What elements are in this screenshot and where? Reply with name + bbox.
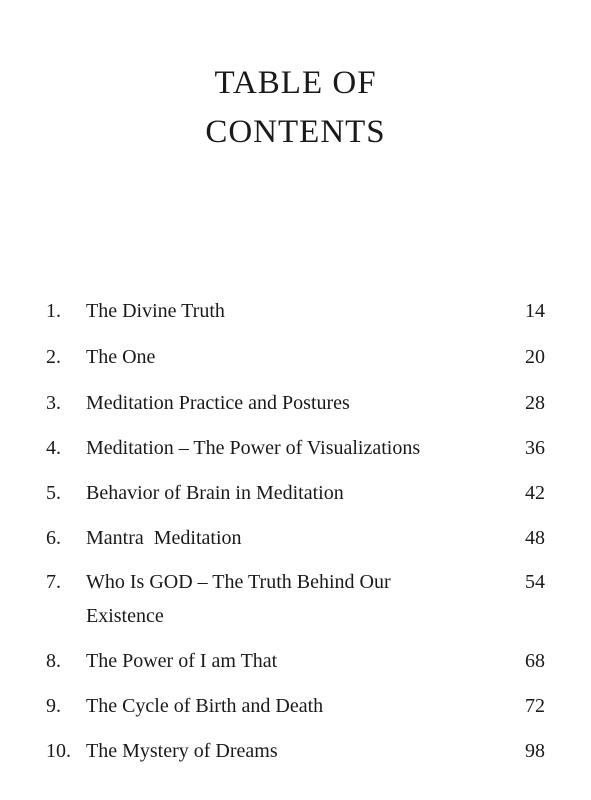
toc-entry-number: 1.	[46, 300, 61, 322]
toc-entry-page: 14	[525, 300, 545, 322]
toc-entry-page: 48	[525, 527, 545, 549]
toc-entry-title: The Cycle of Birth and Death	[86, 695, 324, 717]
toc-entry-number: 7.	[46, 571, 61, 593]
toc-entry-page: 28	[525, 392, 545, 414]
toc-entry-page: 72	[525, 695, 545, 717]
toc-entry-title: The Divine Truth	[86, 300, 225, 322]
toc-heading-line-1: TABLE OF	[214, 65, 377, 101]
toc-entry-page: 20	[525, 346, 545, 368]
toc-entry-number: 2.	[46, 346, 61, 368]
toc-entry-number: 6.	[46, 527, 61, 549]
toc-entry-title: Meditation – The Power of Visualizations	[86, 437, 421, 459]
toc-entry-title: Mantra Meditation	[86, 527, 242, 549]
toc-entry-number: 3.	[46, 392, 61, 414]
toc-entry-number: 9.	[46, 695, 61, 717]
toc-entry-number: 8.	[46, 650, 61, 672]
toc-entry-number: 4.	[46, 437, 61, 459]
toc-heading-line-2: CONTENTS	[205, 114, 386, 150]
toc-entry-page: 42	[525, 482, 545, 504]
toc-entry-title: The Power of I am That	[86, 650, 278, 672]
toc-entry-title: Meditation Practice and Postures	[86, 392, 350, 414]
toc-entry-page: 98	[525, 740, 545, 762]
toc-entry-page: 36	[525, 437, 545, 459]
toc-entry-page: 54	[525, 571, 545, 593]
toc-entry-number: 10.	[46, 740, 71, 762]
toc-entry-title: Behavior of Brain in Meditation	[86, 482, 344, 504]
toc-entry-page: 68	[525, 650, 545, 672]
toc-entry-title: The Mystery of Dreams	[86, 740, 278, 762]
toc-entry-number: 5.	[46, 482, 61, 504]
toc-entry-title: Who Is GOD – The Truth Behind Our Existence	[86, 571, 391, 627]
toc-entry-title: The One	[86, 346, 156, 368]
